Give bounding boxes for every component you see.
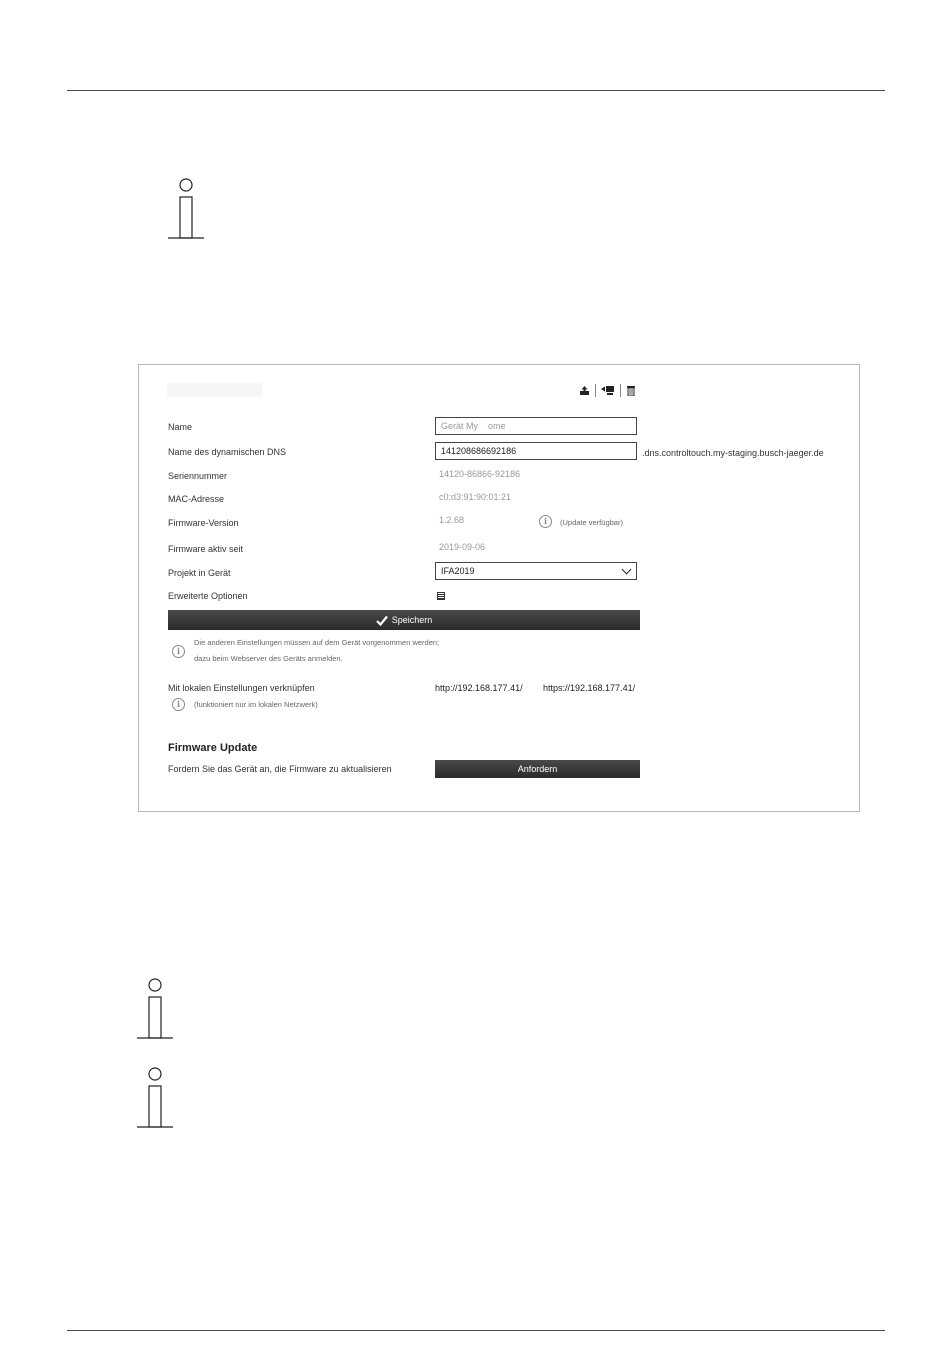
info-line-2: dazu beim Webserver des Geräts anmelden. <box>194 654 343 663</box>
chevron-down-icon <box>622 565 632 575</box>
firmware-since-value: 2019-09-06 <box>439 542 486 552</box>
name-label: Name <box>168 422 193 432</box>
dns-input[interactable] <box>435 442 637 460</box>
advanced-options-checkbox[interactable] <box>437 592 445 600</box>
local-network-note: (funktioniert nur im lokalen Netzwerk) <box>194 700 318 709</box>
toolbar-separator <box>620 384 621 397</box>
dns-suffix: .dns.controltouch.my-staging.busch-jaeger.de <box>642 448 824 458</box>
device-settings-panel <box>138 364 860 812</box>
project-select-value: IFA2019 <box>441 566 475 576</box>
info-icon[interactable]: i <box>172 698 185 711</box>
firmware-value: 1.2.68 <box>439 515 465 525</box>
mac-label: MAC-Adresse <box>168 494 225 504</box>
info-icon[interactable]: i <box>172 645 185 658</box>
mac-value: c0:d3:91:90:01:21 <box>439 492 512 502</box>
top-rule <box>67 90 885 91</box>
info-note-icon <box>137 977 173 1041</box>
firmware-since-label: Firmware aktiv seit <box>168 544 244 554</box>
upload-icon[interactable] <box>579 385 590 396</box>
dns-label: Name des dynamischen DNS <box>168 447 287 457</box>
trash-icon[interactable] <box>626 385 636 396</box>
panel-toolbar <box>579 382 636 398</box>
panel-title-blurred <box>167 383 262 397</box>
local-https-link[interactable]: https://192.168.177.41/ <box>543 683 636 693</box>
firmware-label: Firmware-Version <box>168 518 239 528</box>
project-select[interactable] <box>435 562 637 580</box>
advanced-options-label: Erweiterte Optionen <box>168 591 248 601</box>
firmware-update-note: (Update verfügbar) <box>560 518 623 527</box>
info-icon[interactable]: i <box>539 515 552 528</box>
checkmark-icon <box>376 615 388 626</box>
local-http-link[interactable]: http://192.168.177.41/ <box>435 683 523 693</box>
local-settings-label: Mit lokalen Einstellungen verknüpfen <box>168 683 315 693</box>
info-line-1: Die anderen Einstellungen müssen auf dem Gerät vorgenommen werden; <box>194 638 440 647</box>
info-note-icon <box>168 177 204 241</box>
serial-label: Seriennummer <box>168 471 228 481</box>
save-button[interactable] <box>168 610 640 630</box>
save-button-label: Speichern <box>391 615 433 625</box>
firmware-update-heading: Firmware Update <box>168 742 258 754</box>
project-label: Projekt in Gerät <box>168 568 231 578</box>
serial-value: 14120-86866-92186 <box>439 469 521 479</box>
toolbar-separator <box>595 384 596 397</box>
request-update-label: Fordern Sie das Gerät an, die Firmware zu aktualisieren <box>168 764 392 774</box>
info-note-icon <box>137 1066 173 1130</box>
name-input[interactable] <box>435 417 637 435</box>
transfer-icon[interactable] <box>601 385 615 396</box>
bottom-rule <box>67 1330 885 1331</box>
request-button[interactable]: Anfordern <box>435 760 640 778</box>
